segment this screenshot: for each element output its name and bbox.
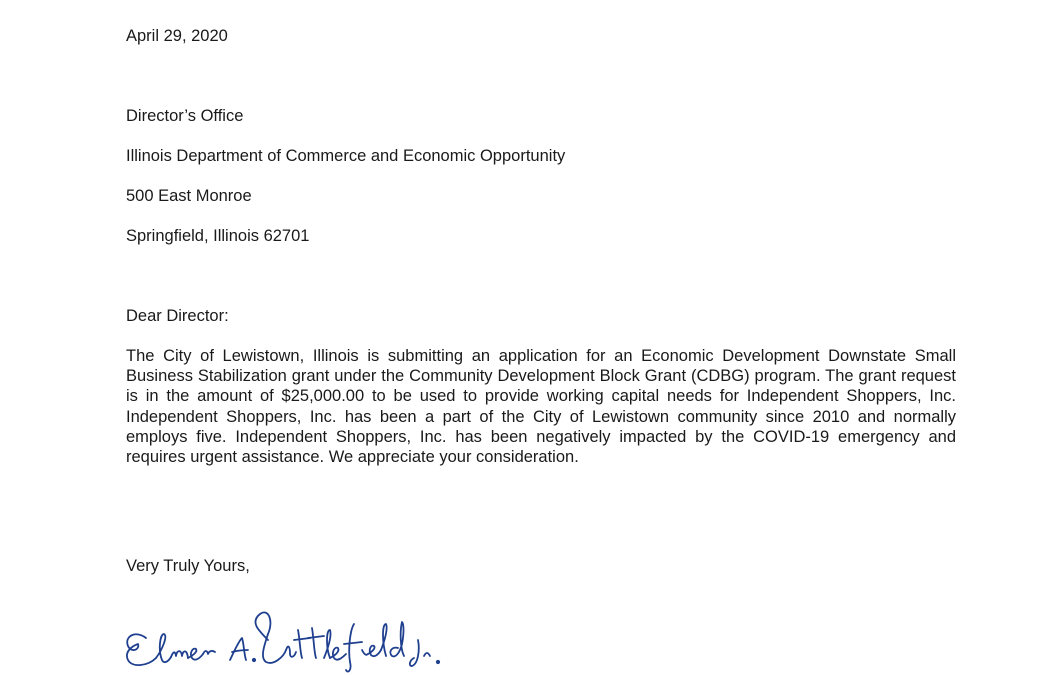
recipient-line-department: Illinois Department of Commerce and Economic Opportunity: [126, 147, 566, 165]
recipient-line-city: Springfield, Illinois 62701: [126, 227, 310, 245]
recipient-line-office: Director’s Office: [126, 107, 244, 125]
closing: Very Truly Yours,: [126, 557, 250, 575]
letter-date: April 29, 2020: [126, 27, 228, 45]
salutation: Dear Director:: [126, 307, 229, 325]
recipient-line-street: 500 East Monroe: [126, 187, 252, 205]
letter-body: The City of Lewistown, Illinois is submitting an application for an Economic Development Downstate Small Business Stabilization grant under the Community Development Block Grant (CDBG) program. The grant request is in the amount of $25,000.00 to be used to provide working capital needs for Independent Shoppers, Inc. Independent Shoppers, Inc. has been a part of the City of Lewistown community since 2010 and normally employs five. Independent Shoppers, Inc. has been negatively impacted by the COVID-19 emergency and requires urgent assistance. We appreciate your consideration.: [126, 347, 956, 467]
handwritten-signature: [118, 600, 468, 675]
